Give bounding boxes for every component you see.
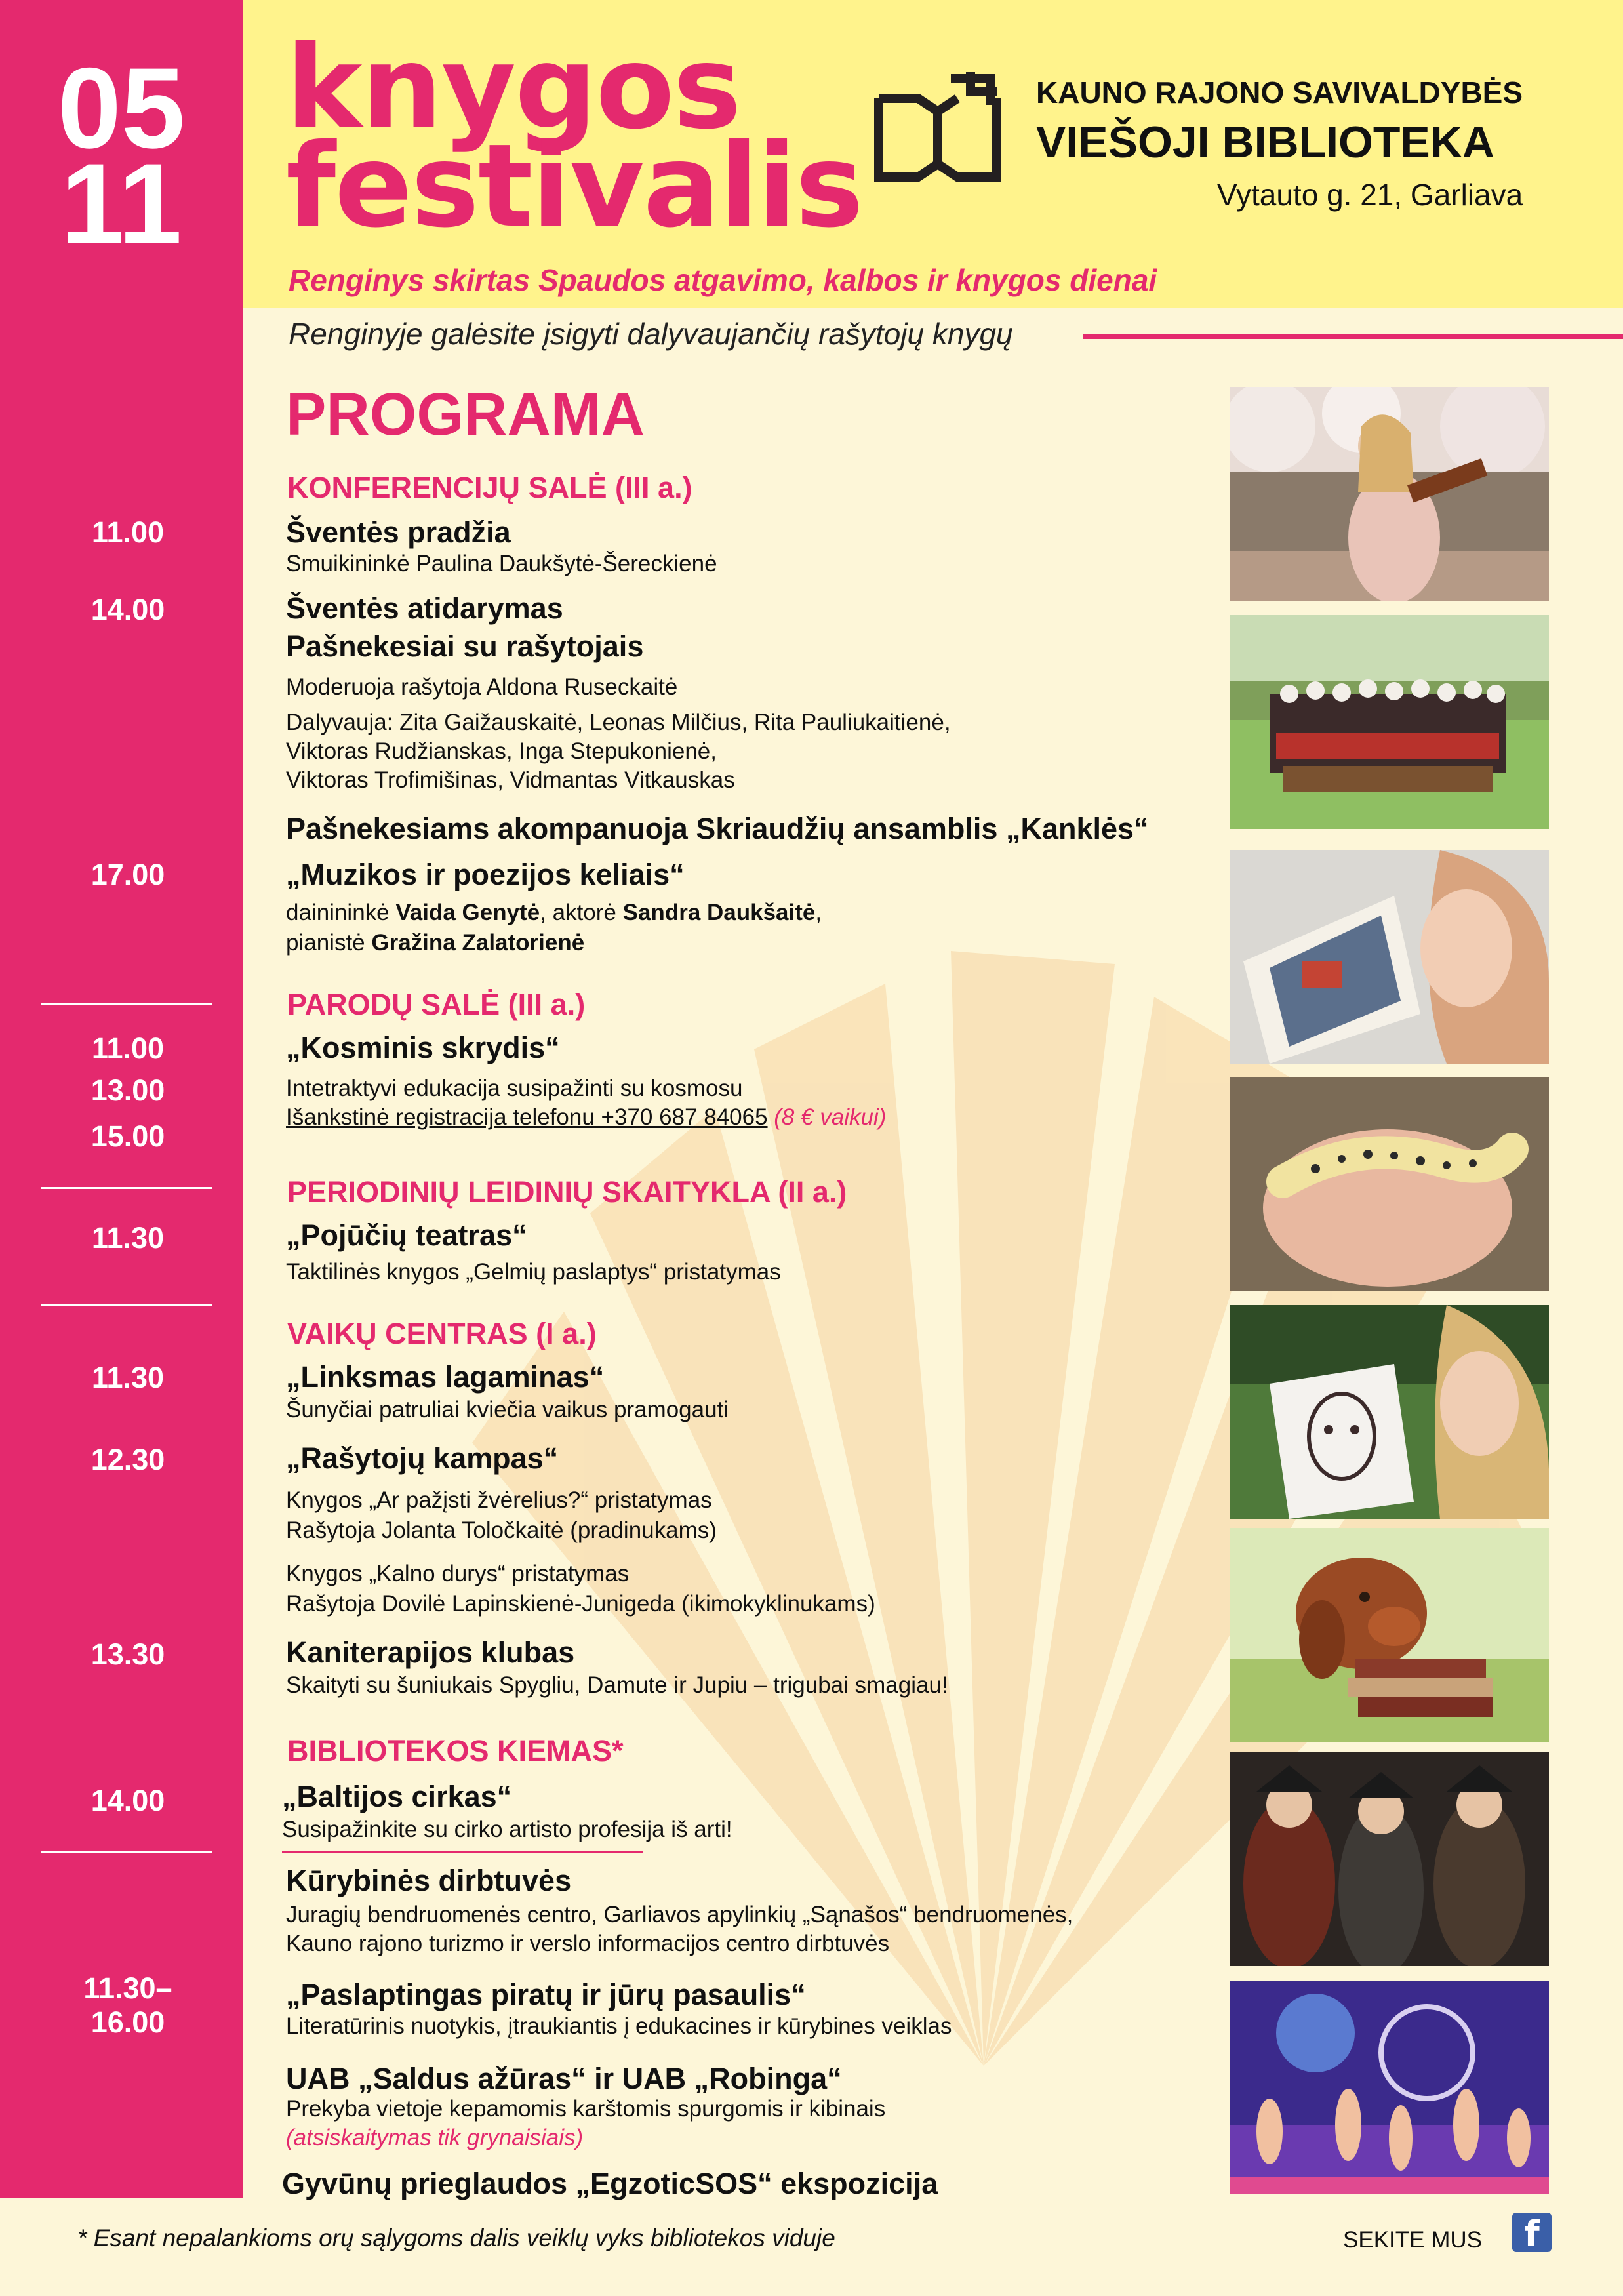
time-range-start: 11.30– bbox=[83, 1971, 172, 2005]
event-title: „Linksmas lagaminas“ bbox=[286, 1360, 605, 1394]
time-1700: 17.00 bbox=[90, 858, 165, 891]
pirates-photo bbox=[1230, 1752, 1549, 1966]
date-month: 11 bbox=[60, 140, 182, 268]
event-desc: Skaityti su šuniukais Spygliu, Damute ir Jupiu – trigubai smagiau! bbox=[286, 1672, 948, 1698]
time-1130-periodiniu: 11.30 bbox=[91, 1221, 165, 1255]
event-desc: Intetraktyvi edukacija susipažinti su kosmosu bbox=[286, 1076, 743, 1101]
registration-phone[interactable]: Išankstinė registracija telefonu +370 687 84065 bbox=[286, 1104, 768, 1130]
event-title: „Pojūčių teatras“ bbox=[286, 1218, 527, 1252]
event-title: UAB „Saldus ažūras“ ir UAB „Robinga“ bbox=[286, 2062, 842, 2095]
event-desc: Literatūrinis nuotykis, įtraukiantis į edukacines ir kūrybines veiklas bbox=[286, 2013, 952, 2039]
violinist-photo bbox=[1230, 387, 1549, 601]
footer-weather-note: * Esant nepalankioms orų sąlygoms dalis veiklų vyks bibliotekos viduje bbox=[77, 2225, 835, 2251]
subtitle-dedication: Renginys skirtas Spaudos atgavimo, kalbos ir knygos dienai bbox=[289, 263, 1157, 297]
event-desc: Juragių bendruomenės centro, Garliavos apylinkių „Sąnašos“ bendruomenės, bbox=[286, 1902, 1073, 1927]
circus-photo bbox=[1230, 1981, 1549, 2194]
event-desc: Dalyvauja: Zita Gaižauskaitė, Leonas Milčius, Rita Pauliukaitienė, bbox=[286, 710, 951, 735]
follow-us-label: SEKITE MUS bbox=[1343, 2227, 1482, 2253]
time-1230: 12.30 bbox=[90, 1443, 165, 1476]
event-desc: Viktoras Rudžianskas, Inga Stepukonienė, bbox=[286, 738, 717, 764]
subtitle-books-for-sale: Renginyje galėsite įsigyti dalyvaujančių rašytojų knygų bbox=[289, 317, 1013, 351]
event-title: Kūrybinės dirbtuvės bbox=[286, 1864, 572, 1897]
festival-title-line2: festivalis bbox=[286, 120, 862, 253]
event-title: „Kosminis skrydis“ bbox=[286, 1031, 560, 1064]
time-range-end: 16.00 bbox=[90, 2005, 165, 2039]
sidebar-divider bbox=[41, 1003, 212, 1005]
program-title: PROGRAMA bbox=[286, 381, 645, 448]
event-title: Gyvūnų prieglaudos „EgzoticSOS“ ekspozicija bbox=[282, 2167, 938, 2200]
child-reading-photo bbox=[1230, 850, 1549, 1064]
time-1400-kiemas: 14.00 bbox=[90, 1784, 165, 1817]
date-day: 05 bbox=[57, 45, 186, 172]
event-desc: Kauno rajono turizmo ir verslo informacijos centro dirbtuvės bbox=[286, 1931, 890, 1956]
time-1130-vaiku: 11.30 bbox=[91, 1361, 165, 1394]
gecko-photo bbox=[1230, 1077, 1549, 1291]
library-address: Vytauto g. 21, Garliava bbox=[1217, 178, 1523, 212]
time-1100-parodu: 11.00 bbox=[91, 1032, 165, 1065]
event-title: Pašnekesiai su rašytojais bbox=[286, 630, 644, 663]
event-title: Šventės pradžia bbox=[286, 515, 511, 549]
event-desc: Moderuoja rašytoja Aldona Ruseckaitė bbox=[286, 674, 678, 700]
open-book-logo-icon bbox=[872, 66, 1003, 190]
event-note: (atsiskaitymas tik grynaisiais) bbox=[286, 2125, 584, 2150]
time-1100: 11.00 bbox=[91, 515, 165, 549]
event-title: „Rašytojų kampas“ bbox=[286, 1441, 559, 1475]
sidebar-divider bbox=[41, 1304, 212, 1306]
event-title: „Muzikos ir poezijos keliais“ bbox=[286, 858, 685, 891]
event-desc: Knygos „Kalno durys“ pristatymas bbox=[286, 1561, 630, 1586]
event-desc: Rašytoja Dovilė Lapinskienė-Junigeda (ikimokyklinukams) bbox=[286, 1591, 875, 1617]
event-title: Šventės atidarymas bbox=[286, 592, 563, 625]
event-title: Pašnekesiams akompanuoja Skriaudžių ansamblis „Kanklės“ bbox=[286, 812, 1149, 845]
section-konferenciju-sale: KONFERENCIJŲ SALĖ (III a.) bbox=[287, 471, 692, 504]
event-desc: Rašytoja Jolanta Toločkaitė (pradinukams) bbox=[286, 1518, 717, 1543]
section-periodiniu-skaitykla: PERIODINIŲ LEIDINIŲ SKAITYKLA (II a.) bbox=[287, 1175, 847, 1209]
event-desc: dainininkė Vaida Genytė, aktorė Sandra Daukšaitė, bbox=[286, 900, 822, 925]
event-desc: Viktoras Trofimišinas, Vidmantas Vitkauskas bbox=[286, 767, 735, 793]
facebook-icon[interactable]: f bbox=[1512, 2213, 1552, 2252]
sidebar-divider bbox=[41, 1187, 212, 1189]
event-desc: Taktilinės knygos „Gelmių paslaptys“ pristatymas bbox=[286, 1259, 781, 1285]
library-name-line1: KAUNO RAJONO SAVIVALDYBĖS bbox=[1036, 75, 1523, 110]
section-parodu-sale: PARODŲ SALĖ (III a.) bbox=[287, 988, 586, 1021]
section-vaiku-centras: VAIKŲ CENTRAS (I a.) bbox=[287, 1317, 597, 1350]
child-painting-photo bbox=[1230, 1305, 1549, 1519]
library-name-line2: VIEŠOJI BIBLIOTEKA bbox=[1036, 117, 1494, 167]
event-desc: Prekyba vietoje kepamomis karštomis spurgomis ir kibinais bbox=[286, 2096, 886, 2122]
event-desc: Knygos „Ar pažįsti žvėrelius?“ pristatymas bbox=[286, 1487, 712, 1513]
sidebar-divider bbox=[41, 1851, 212, 1853]
time-1330: 13.30 bbox=[90, 1638, 165, 1671]
event-desc: Šunyčiai patruliai kviečia vaikus pramogauti bbox=[286, 1397, 729, 1422]
event-title: „Paslaptingas piratų ir jūrų pasaulis“ bbox=[286, 1978, 806, 2011]
time-1300-parodu: 13.00 bbox=[90, 1074, 165, 1107]
kiemas-divider-line bbox=[282, 1851, 643, 1853]
festival-title-line1: knygos bbox=[286, 22, 740, 155]
event-title: Kaniterapijos klubas bbox=[286, 1636, 575, 1669]
event-title: „Baltijos cirkas“ bbox=[282, 1780, 512, 1813]
event-desc: Smuikininkė Paulina Daukšytė-Šereckienė bbox=[286, 551, 717, 576]
folk-ensemble-photo bbox=[1230, 615, 1549, 829]
event-desc: pianistė Gražina Zalatorienė bbox=[286, 930, 585, 956]
time-1500-parodu: 15.00 bbox=[90, 1119, 165, 1153]
event-desc: Susipažinkite su cirko artisto profesija iš arti! bbox=[282, 1817, 732, 1842]
section-bibliotekos-kiemas: BIBLIOTEKOS KIEMAS* bbox=[287, 1734, 624, 1767]
dog-books-photo bbox=[1230, 1528, 1549, 1742]
time-1400: 14.00 bbox=[90, 593, 165, 626]
event-desc: Išankstinė registracija telefonu +370 687 84065 (8 € vaikui) bbox=[286, 1104, 887, 1130]
header-divider-line bbox=[1083, 334, 1623, 339]
